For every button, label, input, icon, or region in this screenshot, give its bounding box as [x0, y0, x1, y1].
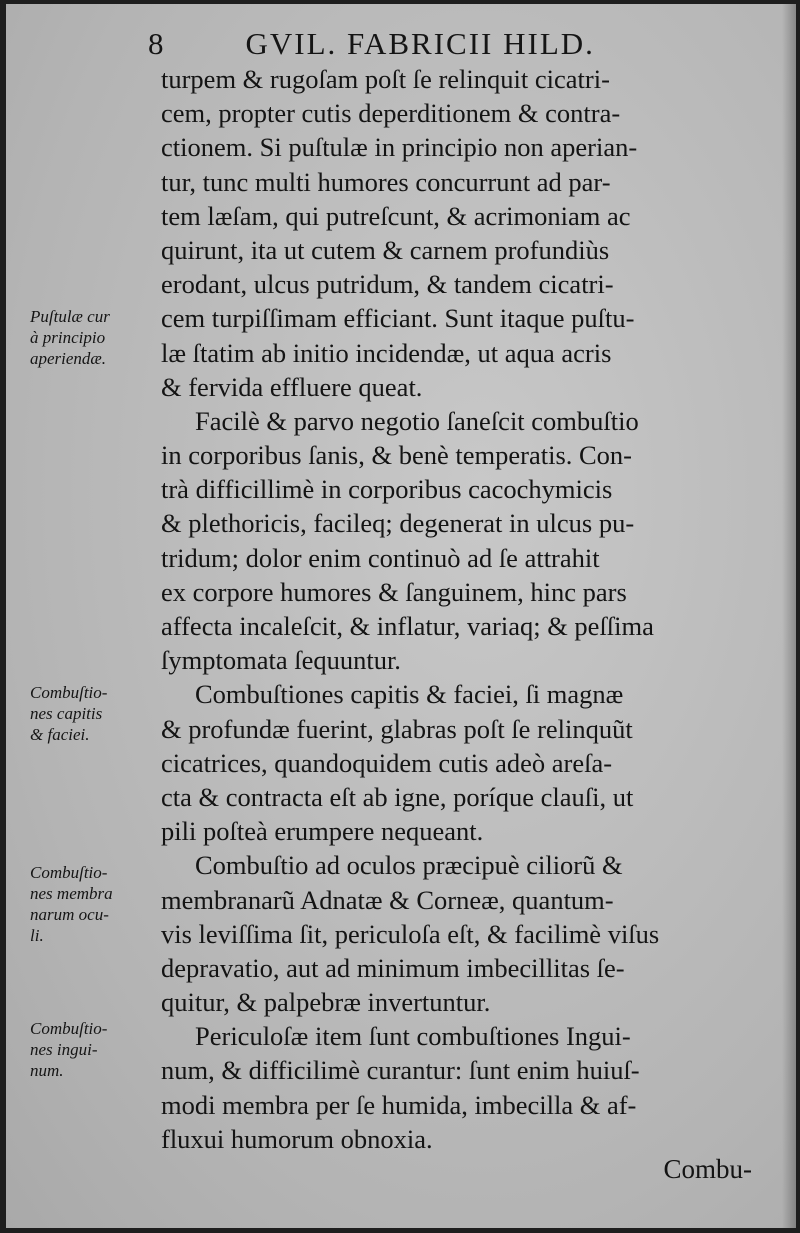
catchword: Combu- [663, 1154, 752, 1184]
text-line: fluxui humorum obnoxia. [161, 1123, 433, 1154]
text-line: membranarũ Adnatæ & Corneæ, quantum- [161, 884, 614, 915]
text-line: vis leviſſima ſit, periculoſa eſt, & facilimè viſus [161, 918, 660, 949]
text-line: modi membra per ſe humida, imbecilla & af- [161, 1089, 637, 1120]
text-line: & profundæ fuerint, glabras poſt ſe relinquũt [161, 713, 633, 744]
margin-note-line: li. [30, 926, 44, 945]
margin-note-line: aperiendæ. [30, 349, 107, 368]
margin-note [30, 862, 158, 946]
margin-note-line: Combuſtio- [30, 1019, 108, 1038]
text-line: cta & contracta eſt ab igne, poríque clauſi, ut [161, 781, 634, 812]
text-line: cicatrices, quandoquidem cutis adeò areſa- [161, 747, 613, 778]
text-line: tridum; dolor enim continuò ad ſe attrahit [161, 542, 600, 573]
text-line: cem turpiſſimam efficiant. Sunt itaque puſtu- [161, 303, 635, 334]
running-header [148, 26, 595, 62]
text-line: trà difficillimè in corporibus cacochymicis [161, 474, 613, 505]
margin-note-line: Puſtulæ cur [30, 307, 110, 326]
text-line: & plethoricis, facileq; degenerat in ulcus pu- [161, 508, 635, 539]
text-line: & fervida effluere queat. [161, 371, 423, 402]
margin-note-line: narum ocu- [30, 905, 109, 924]
margin-note [30, 1018, 158, 1081]
text-line: affecta incaleſcit, & inflatur, variaq; & peſſima [161, 611, 654, 641]
text-line: Facilè & parvo negotio ſaneſcit combuſtio [195, 405, 639, 436]
text-line: quitur, & palpebræ invertuntur. [161, 987, 491, 1018]
text-line: in corporibus ſanis, & benè temperatis. Con- [161, 440, 633, 471]
running-title: GVIL. FABRICII HILD. [245, 26, 595, 61]
book-page [6, 4, 796, 1228]
margin-note-line: Combuſtio- [30, 863, 108, 882]
text-line: quirunt, ita ut cutem & carnem profundiùs [161, 234, 610, 265]
text-line: ctionem. Si puſtulæ in principio non aperian- [161, 132, 638, 163]
text-line: tem læſam, qui putreſcunt, & acrimoniam ac [161, 200, 631, 231]
main-text-block [161, 62, 751, 1156]
text-line: pili poſteà erumpere nequeant. [161, 816, 484, 847]
margin-note-line: Combuſtio- [30, 683, 108, 702]
margin-note-line: & faciei. [30, 725, 90, 744]
margin-note [30, 682, 158, 745]
margin-note-line: à principio [30, 328, 106, 347]
page-edge-shadow [782, 4, 796, 1228]
margin-note [30, 306, 158, 369]
text-line: Periculoſæ item ſunt combuſtiones Ingui- [195, 1021, 631, 1052]
text-line: tur, tunc multi humores concurrunt ad par- [161, 166, 611, 197]
page-number: 8 [148, 26, 166, 61]
text-line: turpem & rugoſam poſt ſe relinquit cicatri- [161, 64, 610, 94]
margin-note-line: nes capitis [30, 704, 103, 723]
text-line: ex corpore humores & ſanguinem, hinc pars [161, 576, 627, 607]
text-line: cem, propter cutis deperditionem & contra- [161, 98, 621, 129]
text-line: num, & difficilimè curantur: ſunt enim huiuſ- [161, 1055, 640, 1086]
text-line: Combuſtio ad oculos præcipuè ciliorũ & [195, 850, 623, 881]
text-line: erodant, ulcus putridum, & tandem cicatri- [161, 269, 614, 300]
margin-note-line: nes membra [30, 884, 113, 903]
text-line: ſymptomata ſequuntur. [161, 645, 401, 676]
text-line: læ ſtatim ab initio incidendæ, ut aqua acris [161, 337, 612, 368]
margin-note-line: nes ingui- [30, 1040, 98, 1059]
text-line: depravatio, aut ad minimum imbecillitas ſe- [161, 952, 625, 983]
margin-note-line: num. [30, 1061, 64, 1080]
text-line: Combuſtiones capitis & faciei, ſi magnæ [195, 679, 624, 710]
